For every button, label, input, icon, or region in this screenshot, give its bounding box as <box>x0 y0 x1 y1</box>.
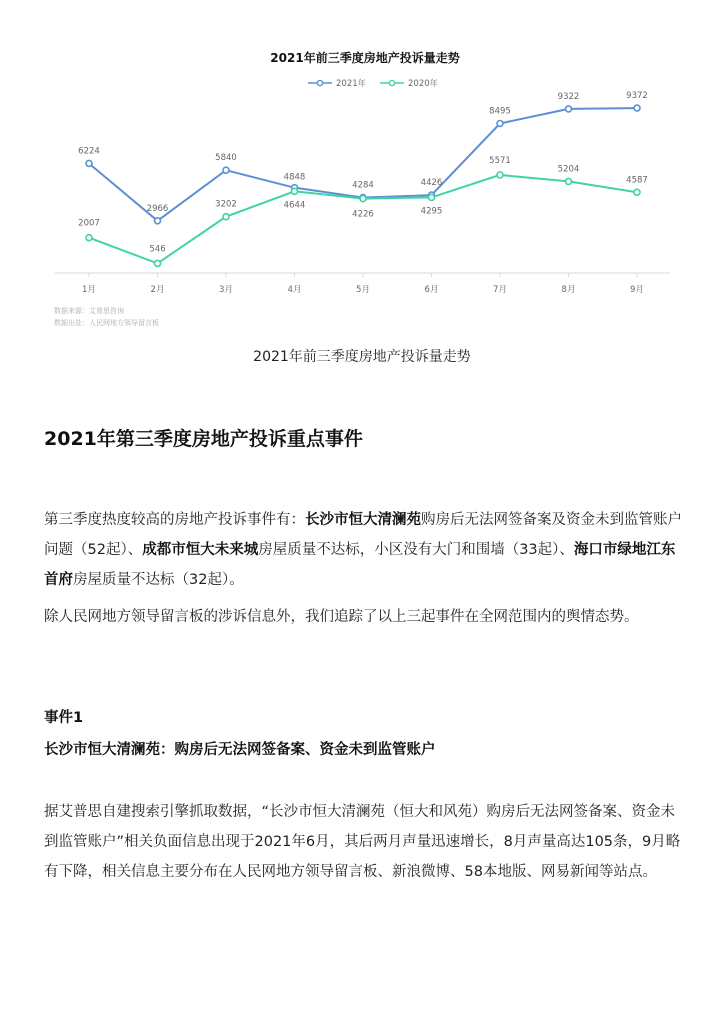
section-heading: 2021年第三季度房地产投诉重点事件 <box>44 428 363 450</box>
data-label: 2007 <box>78 218 100 229</box>
data-label: 6224 <box>78 146 100 157</box>
data-label: 4587 <box>626 175 648 186</box>
intro-text-4: 房屋质量不达标（32起）。 <box>73 572 244 588</box>
event-title: 长沙市恒大清澜苑：购房后无法网签备案、资金未到监管账户 <box>44 742 436 758</box>
x-tick-label: 9月 <box>630 285 644 295</box>
legend-swatch-marker <box>389 80 394 85</box>
legend-swatch-marker <box>317 80 322 85</box>
event-body: 据艾普思自建搜索引擎抓取数据，“长沙市恒大清澜苑（恒大和风苑）购房后无法网签备案、资金未到监管账户”相关负面信息出现于2021年6月，其后两月声量迅速增长，8月声量高达105条，9月略有下降，相关信息主要分布在人民网地方领导留言板、新浪微博、58本地版、网易新闻等站点。 <box>44 804 681 880</box>
x-tick-label: 5月 <box>356 285 370 295</box>
legend-label: 2020年 <box>408 79 439 89</box>
legend-label: 2021年 <box>336 79 367 89</box>
event-name-haikou: 海口市绿地江东首府 <box>44 542 676 588</box>
data-point <box>155 218 161 224</box>
data-point <box>360 196 366 202</box>
data-point <box>223 214 229 220</box>
event-name-changsha: 长沙市恒大清澜苑 <box>305 512 421 528</box>
data-point <box>86 160 92 166</box>
intro-text-3: 房屋质量不达标，小区没有大门和围墙（33起）、 <box>258 542 574 558</box>
chart-title: 2021年前三季度房地产投诉量走势 <box>270 51 460 65</box>
source-line-1: 数据来源：艾普思咨询 <box>54 307 124 315</box>
x-tick-label: 4月 <box>287 285 302 295</box>
tracking-note: 除人民网地方领导留言板的涉诉信息外，我们追踪了以上三起事件在全网范围内的舆情态势。 <box>44 609 639 625</box>
event-label: 事件1 <box>44 710 84 726</box>
x-tick-label: 3月 <box>219 285 233 295</box>
data-point <box>566 178 572 184</box>
data-point <box>155 260 161 266</box>
x-tick-label: 6月 <box>424 285 439 295</box>
data-point <box>86 235 92 241</box>
data-label: 4226 <box>352 209 374 220</box>
chart-legend <box>308 78 439 89</box>
x-tick-label: 1月 <box>82 285 96 295</box>
data-label: 2966 <box>146 203 169 214</box>
data-point <box>223 167 229 173</box>
intro-text-2: 购房后无法网签备案及资金未到监管账户问题（52起）、 <box>44 512 682 558</box>
data-point <box>497 172 503 178</box>
source-line-2: 数据出处：人民网地方领导留言板 <box>54 319 159 327</box>
data-label: 546 <box>149 244 166 255</box>
data-point <box>566 106 572 112</box>
data-point <box>634 105 640 111</box>
data-label: 9322 <box>557 91 580 102</box>
data-label: 4295 <box>420 206 443 217</box>
data-label: 4848 <box>283 172 306 183</box>
data-label: 8495 <box>489 106 511 117</box>
intro-paragraph <box>44 505 684 595</box>
data-label: 9372 <box>626 91 648 102</box>
data-label: 5204 <box>557 164 580 175</box>
series-line-2021年 <box>89 108 637 221</box>
data-label: 4644 <box>283 200 306 211</box>
data-point <box>634 189 640 195</box>
event-name-chengdu: 成都市恒大未来城 <box>142 542 259 558</box>
complaint-trend-chart <box>40 40 690 340</box>
intro-text-1: 第三季度热度较高的房地产投诉事件有： <box>44 512 305 528</box>
chart-caption: 2021年前三季度房地产投诉量走势 <box>253 349 471 365</box>
x-tick-label: 7月 <box>493 285 507 295</box>
data-point <box>497 120 503 126</box>
x-tick-label: 2月 <box>150 285 165 295</box>
x-tick-label: 8月 <box>561 285 576 295</box>
data-label: 4284 <box>352 180 374 191</box>
data-label: 5571 <box>489 155 511 166</box>
data-point <box>429 194 435 200</box>
data-label: 5840 <box>215 153 237 164</box>
data-label: 4426 <box>420 178 443 189</box>
data-point <box>292 188 298 194</box>
data-label: 3202 <box>215 199 237 210</box>
